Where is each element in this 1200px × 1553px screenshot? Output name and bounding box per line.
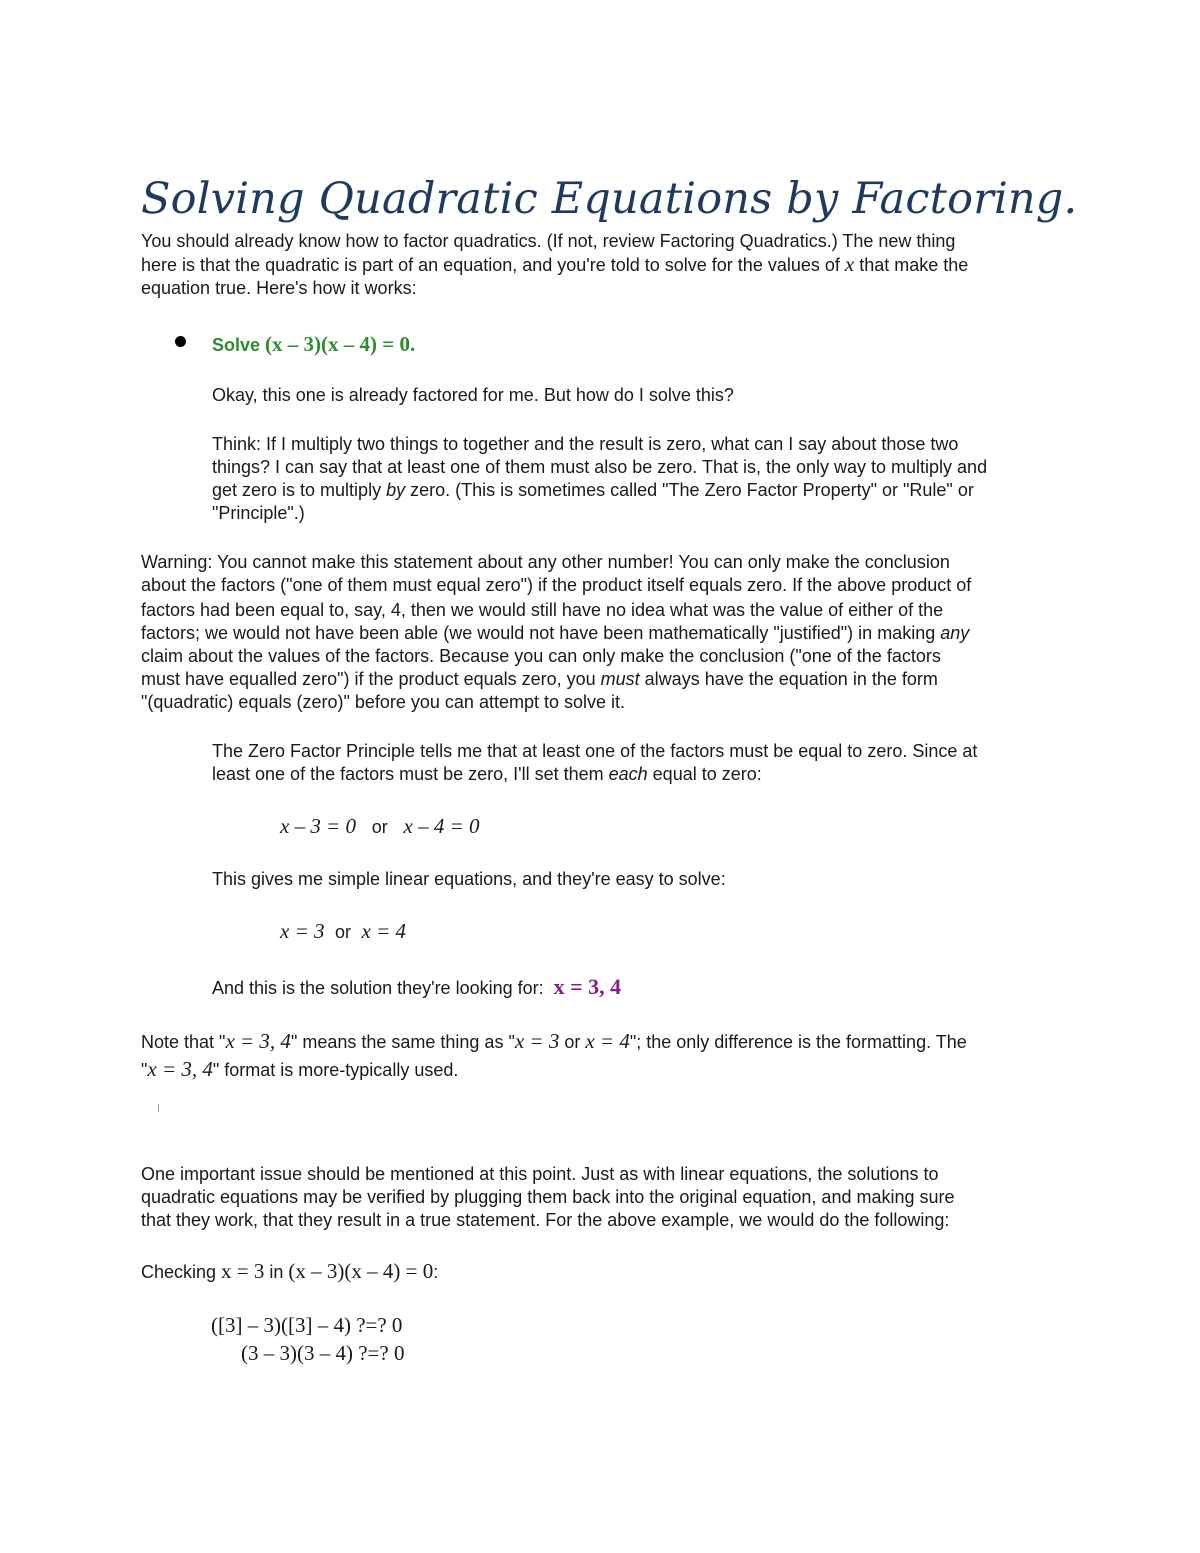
note-paragraph	[141, 1030, 1101, 1082]
warning-text: always have the equation in the form	[639, 669, 938, 689]
note-math: x = 3, 4	[225, 1029, 291, 1053]
equation-right: x = 4	[361, 919, 407, 943]
checking-math: (x – 3)(x – 4) = 0	[288, 1259, 434, 1283]
zfp-text: least one of the factors must be zero, I'll set them	[212, 764, 609, 784]
equation-right: x – 4 = 0	[403, 814, 480, 838]
intro-text: here is that the quadratic is part of an equation, and you're told to solve for the values of	[141, 255, 845, 275]
bullet-heading	[212, 332, 415, 357]
check-step-2: (3 – 3)(3 – 4) ?=? 0	[241, 1341, 405, 1365]
intro-text: that make the	[854, 255, 969, 275]
solve-equation: (x – 3)(x – 4) = 0.	[265, 332, 416, 356]
or-word: or	[371, 817, 388, 837]
think-line: Think: If I multiply two things to together and the result is zero, what can I say about those two	[212, 434, 959, 454]
issue-line: that they work, that they result in a true statement. For the above example, we would do the following:	[141, 1210, 950, 1230]
solution-line	[212, 975, 621, 1000]
checking-math: x = 3	[221, 1259, 265, 1283]
note-line	[141, 1058, 1101, 1082]
note-math: x = 4	[585, 1029, 630, 1053]
linear-paragraph: This gives me simple linear equations, and they're easy to solve:	[212, 869, 726, 889]
checking-text: Checking	[141, 1262, 222, 1282]
warning-line: Warning: You cannot make this statement about any other number! You can only make the conclusion	[141, 552, 950, 572]
page-title: Solving Quadratic Equations by Factoring.	[141, 174, 1078, 224]
note-text: " format is more-typically used.	[212, 1060, 459, 1080]
note-math: x = 3, 4	[147, 1057, 213, 1081]
zfp-line	[212, 763, 1092, 786]
think-line	[212, 479, 1092, 502]
note-text: " means the same thing as "	[290, 1032, 515, 1052]
emphasis-any: any	[940, 623, 970, 643]
zfp-line: The Zero Factor Principle tells me that at least one of the factors must be equal to zero. Since at	[212, 741, 978, 761]
issue-paragraph	[141, 1163, 1101, 1232]
solution-answer: x = 3, 4	[553, 974, 622, 999]
emphasis-must: must	[600, 669, 640, 689]
margin-mark	[158, 1104, 159, 1112]
think-line: things? I can say that at least one of them must also be zero. That is, the only way to multiply and	[212, 457, 988, 477]
math-variable: x	[844, 252, 855, 276]
intro-line: You should already know how to factor quadratics. (If not, review Factoring Quadratics.) The new thing	[141, 231, 956, 251]
checking-text: :	[433, 1262, 439, 1282]
solution-text: And this is the solution they're looking for:	[212, 978, 544, 998]
zfp-text: equal to zero:	[647, 764, 762, 784]
checking-line	[141, 1260, 438, 1284]
checking-text: in	[264, 1262, 289, 1282]
warning-line: about the factors ("one of them must equal zero") if the product itself equals zero. If the above product of	[141, 575, 972, 595]
note-text: or	[559, 1032, 586, 1052]
note-text: Note that "	[141, 1032, 226, 1052]
think-line: "Principle".)	[212, 503, 305, 523]
emphasis-each: each	[608, 764, 648, 784]
okay-paragraph: Okay, this one is already factored for me. But how do I solve this?	[212, 385, 734, 405]
warning-text: must have equalled zero") if the product equals zero, you	[141, 669, 601, 689]
warning-line: claim about the values of the factors. Because you can only make the conclusion ("one of the factors	[141, 646, 941, 666]
check-step-1: ([3] – 3)([3] – 4) ?=? 0	[211, 1313, 403, 1337]
factor-equations	[280, 814, 480, 839]
emphasis-by: by	[386, 480, 406, 500]
bullet-icon	[175, 336, 186, 347]
equation-left: x – 3 = 0	[280, 814, 356, 838]
issue-line: One important issue should be mentioned at this point. Just as with linear equations, the solutions to	[141, 1164, 939, 1184]
warning-line: factors had been equal to, say, 4, then we would still have no idea what was the value of either of the	[141, 600, 944, 620]
issue-line: quadratic equations may be verified by plugging them back into the original equation, and making sure	[141, 1187, 955, 1207]
solve-label: Solve	[212, 335, 266, 355]
think-text: get zero is to multiply	[212, 480, 387, 500]
intro-line	[141, 253, 1101, 277]
warning-text: factors; we would not have been able (we would not have been mathematically "justified") in making	[141, 623, 941, 643]
think-text: zero. (This is sometimes called "The Zero Factor Property" or "Rule" or	[405, 480, 974, 500]
warning-line: "(quadratic) equals (zero)" before you can attempt to solve it.	[141, 692, 626, 712]
note-text: "; the only difference is the formatting. The	[629, 1032, 967, 1052]
solved-equations	[280, 919, 406, 944]
intro-paragraph	[141, 230, 1101, 300]
warning-line	[141, 668, 1101, 691]
note-line	[141, 1030, 1101, 1054]
note-text: "	[141, 1060, 148, 1080]
equation-left: x = 3	[280, 919, 325, 943]
or-word: or	[335, 922, 352, 942]
intro-line: equation true. Here's how it works:	[141, 278, 417, 298]
think-paragraph	[212, 433, 1092, 525]
zfp-paragraph	[212, 740, 1092, 786]
warning-paragraph	[141, 551, 1101, 714]
note-math: x = 3	[514, 1029, 560, 1053]
warning-line	[141, 622, 1101, 645]
